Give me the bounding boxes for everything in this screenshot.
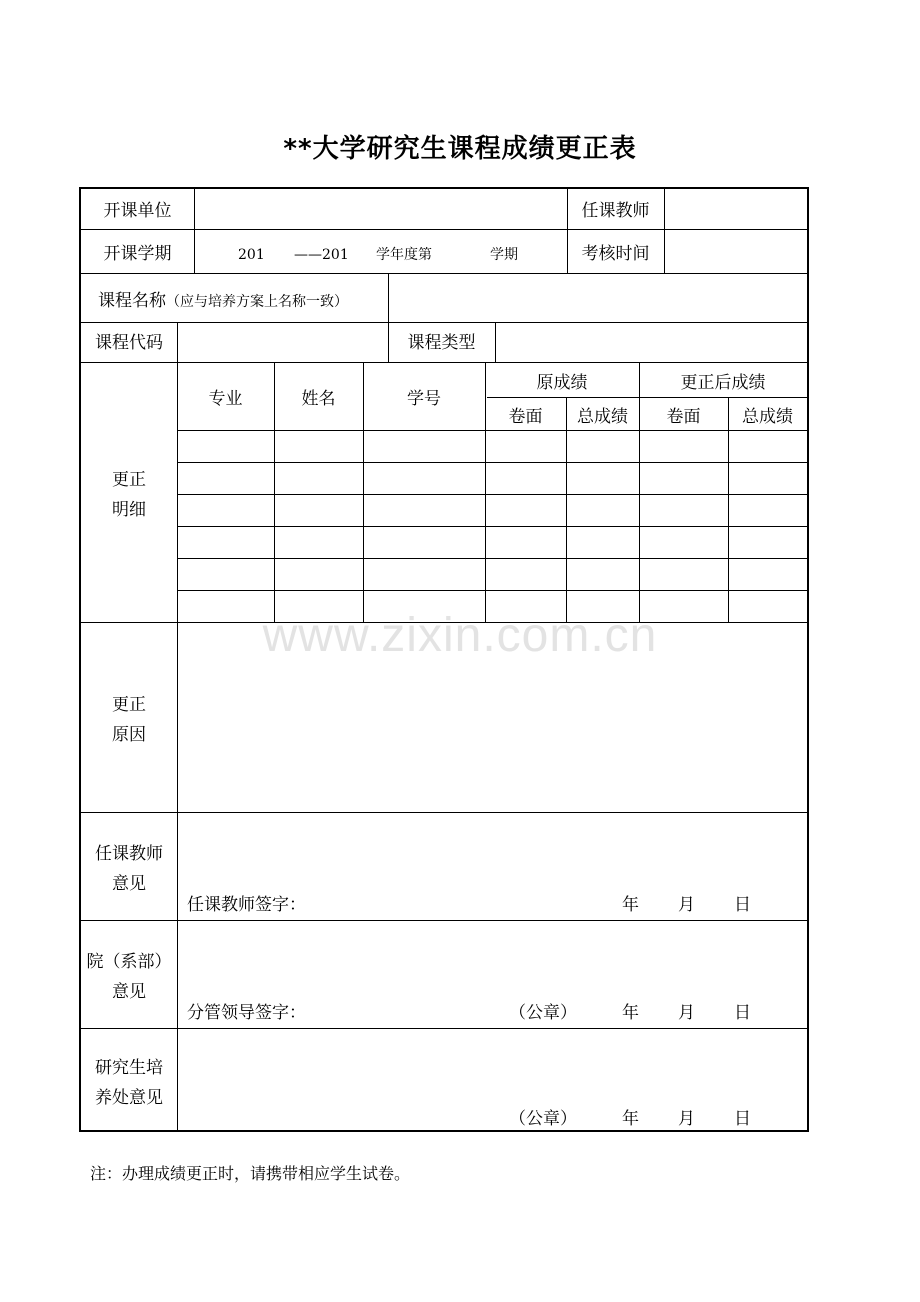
table-row[interactable] (178, 495, 807, 526)
graduate-office-date-month: 月 (678, 1109, 695, 1129)
col-original-score: 原成绩 (536, 373, 588, 393)
term-year-start: 201 (238, 247, 265, 263)
graduate-office-line1: 研究生培 (95, 1058, 163, 1078)
graduate-office-opinion-field[interactable] (178, 1029, 807, 1130)
department-opinion-label (81, 947, 177, 1007)
teacher-opinion-label (81, 839, 177, 899)
col-original-total: 总成绩 (577, 407, 628, 427)
department-date-year: 年 (622, 1003, 639, 1023)
col-major: 专业 (208, 389, 243, 409)
department-date-day: 日 (734, 1003, 751, 1023)
form-title: **大学研究生课程成绩更正表 (283, 134, 637, 164)
leader-signature-label: 分管领导签字： (187, 1003, 306, 1023)
teacher-date-year: 年 (622, 895, 639, 915)
graduate-office-line2: 养处意见 (95, 1088, 163, 1108)
course-name-note: （应与培养方案上名称一致） (166, 294, 348, 310)
correction-detail-line2: 明细 (112, 500, 146, 520)
teacher-date-month: 月 (678, 895, 695, 915)
course-code-label: 课程代码 (95, 333, 163, 353)
department-opinion-line2: 意见 (112, 982, 146, 1002)
term-semester-text: 学期 (490, 247, 518, 263)
teacher-opinion-line1: 任课教师 (95, 844, 163, 864)
term-year-end: ——201 (294, 247, 349, 263)
teacher-date-day: 日 (734, 895, 751, 915)
course-unit-label: 开课单位 (103, 201, 172, 221)
correction-reason-label (81, 690, 177, 750)
correction-reason-line1: 更正 (112, 695, 146, 715)
correction-detail-line1: 更正 (112, 470, 146, 490)
department-date-month: 月 (678, 1003, 695, 1023)
col-student-id: 学号 (407, 389, 441, 409)
col-corrected-score: 更正后成绩 (680, 373, 766, 393)
course-name-label-text: 课程名称 (98, 291, 166, 311)
col-name: 姓名 (301, 389, 336, 409)
exam-time-field[interactable] (665, 230, 807, 273)
course-type-field[interactable] (496, 323, 807, 362)
teacher-field[interactable] (665, 189, 807, 229)
table-row[interactable] (178, 431, 807, 462)
table-row[interactable] (178, 559, 807, 590)
course-unit-field[interactable] (195, 189, 567, 229)
table-row[interactable] (178, 463, 807, 494)
department-seal-label: （公章） (509, 1003, 577, 1023)
teacher-label: 任课教师 (581, 201, 650, 221)
course-code-field[interactable] (178, 323, 388, 362)
graduate-office-seal-label: （公章） (509, 1109, 577, 1129)
table-row[interactable] (178, 527, 807, 558)
term-academic-year-text: 学年度第 (376, 247, 432, 263)
footnote: 注：办理成绩更正时，请携带相应学生试卷。 (90, 1164, 411, 1183)
term-label: 开课学期 (103, 244, 172, 264)
course-name-label (98, 293, 348, 310)
correction-reason-line2: 原因 (112, 725, 146, 745)
correction-detail-label (81, 465, 177, 525)
course-name-field[interactable] (389, 274, 807, 322)
graduate-office-date-year: 年 (622, 1109, 639, 1129)
teacher-opinion-line2: 意见 (112, 874, 146, 894)
col-original-paper: 卷面 (508, 407, 543, 427)
course-type-label: 课程类型 (407, 333, 476, 353)
graduate-office-opinion-label (81, 1053, 177, 1113)
teacher-signature-label: 任课教师签字： (187, 895, 306, 915)
col-corrected-paper: 卷面 (666, 407, 701, 427)
graduate-office-date-day: 日 (734, 1109, 751, 1129)
department-opinion-line1: 院（系部） (86, 952, 172, 972)
watermark: www.zixin.com.cn (262, 609, 658, 662)
col-corrected-total: 总成绩 (742, 407, 793, 427)
exam-time-label: 考核时间 (581, 244, 650, 264)
